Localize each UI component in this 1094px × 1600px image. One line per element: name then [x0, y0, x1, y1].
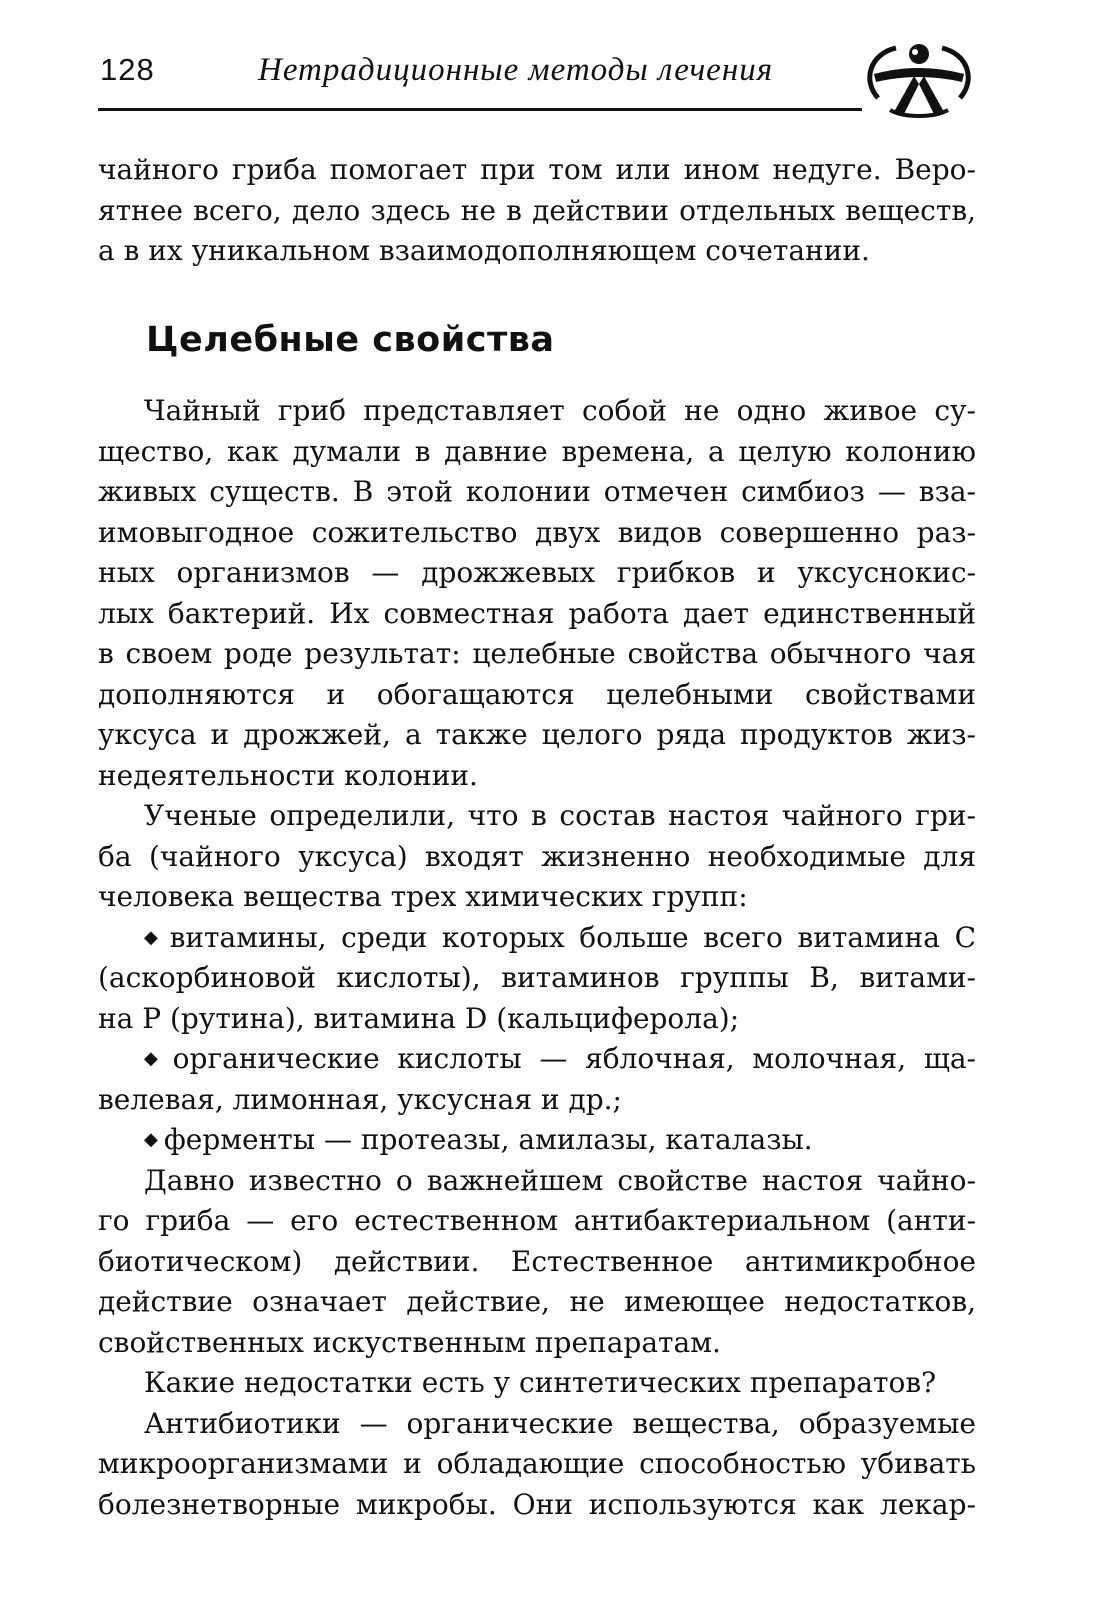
text-line [98, 432, 976, 473]
line-text: го гриба — его естественном антибактериальном (анти- [98, 1204, 976, 1237]
line-text: имовыгодное сожительство двух видов совершенно раз- [98, 515, 976, 549]
line-text: на P (рутина), витамина D (кальциферола); [98, 1001, 740, 1035]
text-line [98, 1363, 976, 1404]
bullet-line [98, 1120, 976, 1161]
text-line [98, 634, 976, 675]
line-text: уксуса и дрожжей, а также целого ряда продуктов жиз- [98, 718, 976, 751]
text-line [98, 1323, 976, 1364]
page-number: 128 [100, 52, 155, 87]
line-text: живых существ. В этой колонии отмечен симбиоз — вза- [98, 475, 976, 508]
text-line [98, 796, 976, 837]
text-line [98, 837, 976, 878]
text-line: ятнее всего, дело здесь не в действии отдельных веществ, [98, 193, 976, 227]
line-text: Ученые определили, что в состав настоя чайного гри- [144, 799, 976, 832]
line-text: лых бактерий. Их совместная работа дает единственный [98, 596, 976, 630]
text-line [98, 877, 976, 918]
line-text: Давно известно о важнейшем свойстве настоя чайно- [144, 1163, 976, 1197]
section-heading: Целебные свойства [146, 320, 555, 360]
text-line [98, 1485, 976, 1526]
line-text: недеятельности колонии. [98, 758, 478, 792]
text-line [98, 391, 976, 432]
text-line [98, 1080, 976, 1121]
line-text: ных организмов — дрожжевых грибков и уксуснокис- [98, 556, 976, 589]
bullet-icon: ◆ [144, 1048, 167, 1069]
text-line [98, 675, 976, 716]
text-line [98, 553, 976, 594]
running-title: Нетрадиционные методы лечения [258, 52, 774, 88]
text-line [98, 472, 976, 513]
line-text: органические кислоты — яблочная, молочная, ща- [172, 1042, 976, 1075]
line-text: ферменты — протеазы, амилазы, каталазы. [163, 1123, 813, 1156]
text-line [98, 756, 976, 797]
line-text: Чайный гриб представляет собой не одно живое су- [144, 394, 976, 427]
line-text: в своем роде результат: целебные свойства обычного чая [98, 637, 976, 670]
line-text: велевая, лимонная, уксусная и др.; [98, 1082, 622, 1116]
bullet-line [98, 918, 976, 959]
text-line: а в их уникальном взаимодополняющем сочетании. [98, 234, 870, 267]
line-text: человека вещества трех химических групп: [98, 880, 748, 913]
text-line [98, 958, 976, 999]
line-text: болезнетворные микробы. Они используются как лекар- [98, 1487, 976, 1521]
text-line [98, 715, 976, 756]
text-line [98, 1161, 976, 1202]
figure-emblem-icon [860, 40, 978, 120]
intro-paragraph [98, 150, 976, 272]
text-line [98, 1201, 976, 1242]
bullet-icon: ◆ [144, 1129, 158, 1150]
section-body [98, 391, 976, 1525]
line-text: ба (чайного уксуса) входят жизненно необходимые для [98, 839, 976, 873]
text-line [98, 594, 976, 635]
page-header [98, 40, 978, 120]
line-text: Антибиотики — органические вещества, образуемые [144, 1406, 976, 1440]
text-line [98, 1242, 976, 1283]
line-text: щество, как думали в давние времена, а целую колонию [98, 434, 976, 468]
line-text: микроорганизмами и обладающие способностью убивать [98, 1447, 976, 1480]
line-text: биотическом) действии. Естественное антимикробное [98, 1244, 976, 1278]
text-line [98, 1282, 976, 1323]
text-line [98, 513, 976, 554]
line-text: (аскорбиновой кислоты), витаминов группы B, витами- [98, 961, 976, 994]
line-text: Какие недостатки есть у синтетических препаратов? [144, 1366, 937, 1399]
line-text: действие означает действие, не имеющее недостатков, [98, 1285, 976, 1318]
bullet-icon: ◆ [144, 926, 164, 948]
header-rule [98, 108, 862, 111]
line-text: витамины, среди которых больше всего витамина C [169, 920, 976, 954]
line-text: свойственных искуственным препаратам. [98, 1325, 721, 1359]
line-text: дополняются и обогащаются целебными свойствами [98, 677, 976, 711]
bullet-line [98, 1039, 976, 1080]
text-line [98, 1444, 976, 1485]
text-line [98, 1404, 976, 1445]
text-line: чайного гриба помогает при том или ином недуге. Веро- [98, 153, 976, 186]
text-line [98, 999, 976, 1040]
